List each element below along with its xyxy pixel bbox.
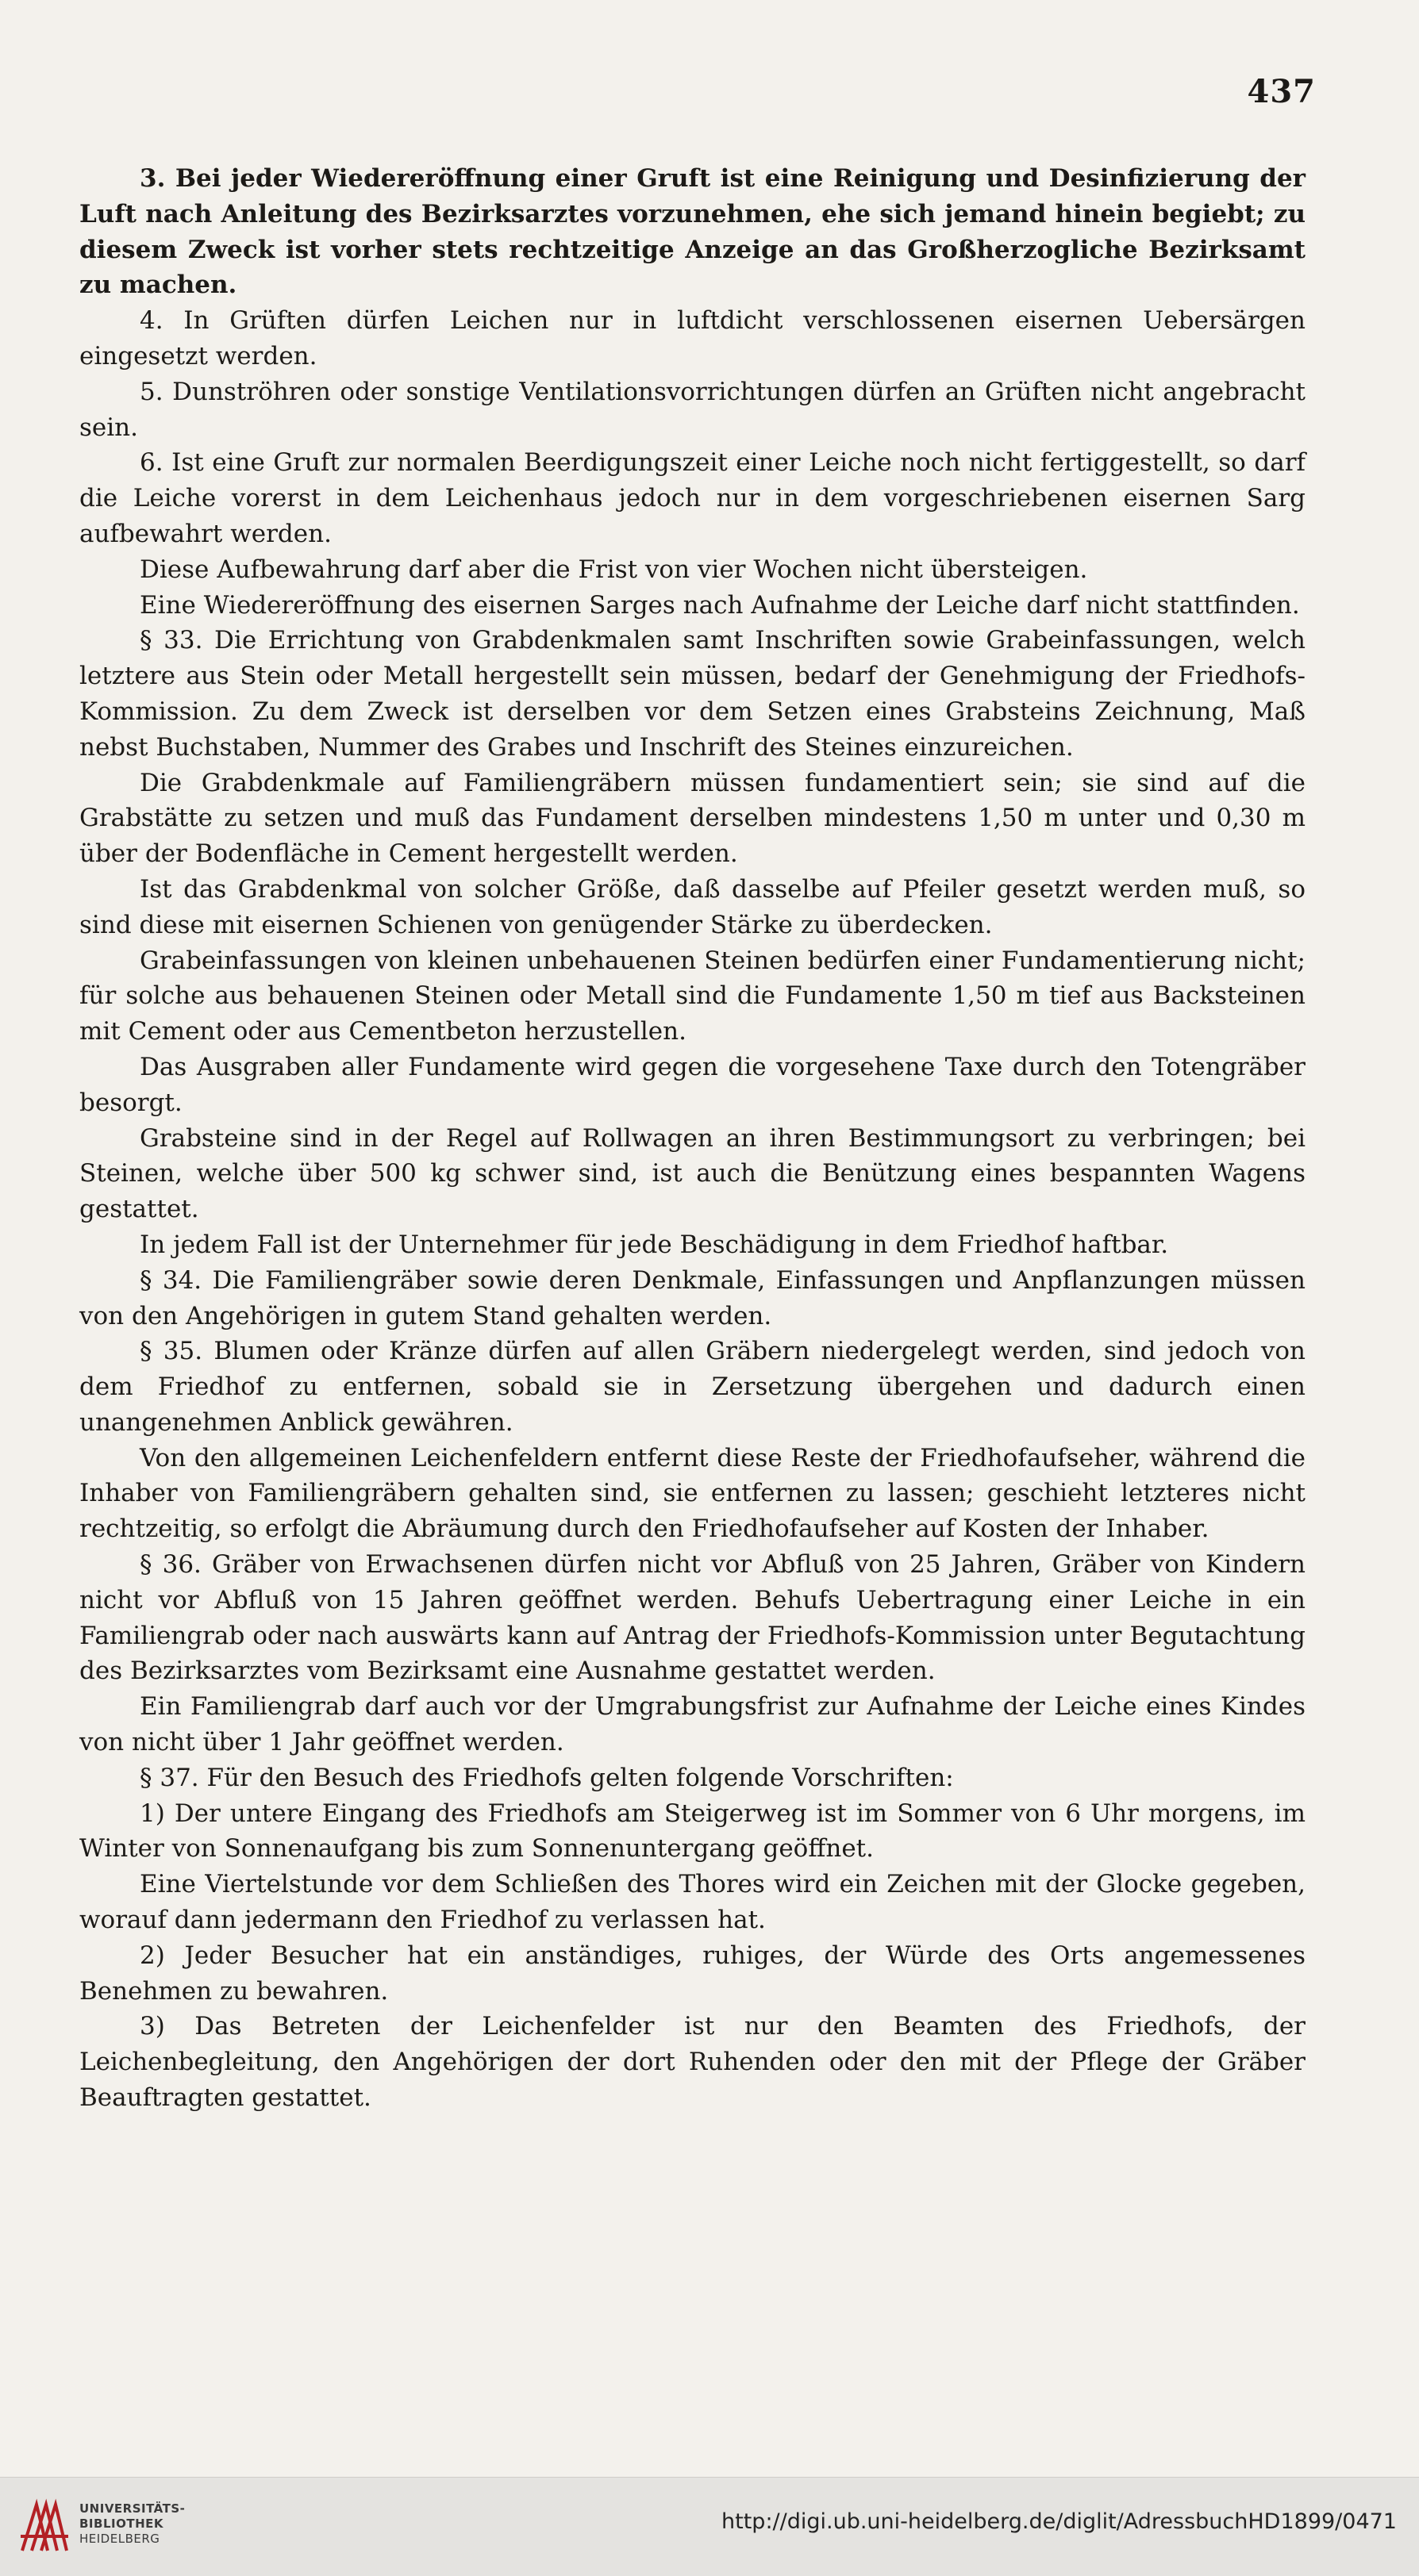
paragraph-6: Eine Wiedereröffnung des eisernen Sarges nach Aufnahme der Leiche darf nicht stattfinden.	[140, 590, 1300, 620]
paragraph-1: 3. Bei jeder Wiedereröffnung einer Gruft ist eine Reinigung und Desinfizierung der Luft nach Anleitung des Bezirksarztes vorzunehmen, ehe sich jemand hinein begiebt; zu diesem Zweck ist vorher stets rechtzeitige Anzeige an das Großherzogliche Bezirksamt zu machen.	[79, 164, 1306, 300]
paragraph-12: Grabsteine sind in der Regel auf Rollwagen an ihren Bestimmungsort zu verbringen; bei Steinen, welche über 500 kg schwer sind, ist auch die Benützung eines bespannten Wagens gestattet.	[79, 1123, 1306, 1224]
library-name	[79, 2501, 185, 2547]
paragraph-16: Von den allgemeinen Leichenfeldern entfernt diese Reste der Friedhofaufseher, während die Inhaber von Familiengräbern gehalten sind, sie entfernen zu lassen; geschieht letzteres nicht rechtzeitig, so erfolgt die Abräumung durch den Friedhofaufseher auf Kosten der Inhaber.	[79, 1443, 1306, 1544]
paragraph-19: § 37. Für den Besuch des Friedhofs gelten folgende Vorschriften:	[140, 1763, 954, 1792]
paragraph-15: § 35. Blumen oder Kränze dürfen auf allen Gräbern niedergelegt werden, sind jedoch von dem Friedhof zu entfernen, sobald sie in Zersetzung übergehen und dadurch einen unangenehmen Anblick gewähren.	[79, 1337, 1306, 1437]
paragraph-5: Diese Aufbewahrung darf aber die Frist von vier Wochen nicht übersteigen.	[140, 555, 1088, 584]
paragraph-20: 1) Der untere Eingang des Friedhofs am Steigerweg ist im Sommer von 6 Uhr morgens, im Winter von Sonnenaufgang bis zum Sonnenuntergang geöffnet.	[79, 1799, 1306, 1864]
permalink-url[interactable]: http://digi.ub.uni-heidelberg.de/diglit/AdressbuchHD1899/0471	[721, 2509, 1397, 2534]
paragraph-4: 6. Ist eine Gruft zur normalen Beerdigungszeit einer Leiche noch nicht fertiggestellt, so darf die Leiche vorerst in dem Leichenhaus jedoch nur in dem vorgeschriebenen eisernen Sarg aufbewahrt werden.	[79, 448, 1306, 548]
paragraph-9: Ist das Grabdenkmal von solcher Größe, daß dasselbe auf Pfeiler gesetzt werden muß, so sind diese mit eisernen Schienen von genügender Stärke zu überdecken.	[79, 874, 1306, 939]
page-number: 437	[1247, 73, 1316, 110]
paragraph-8: Die Grabdenkmale auf Familiengräbern müssen fundamentiert sein; sie sind auf die Grabstätte zu setzen und muß das Fundament derselben mindestens 1,50 m unter und 0,30 m über der Bodenfläche in Cement hergestellt werden.	[79, 768, 1306, 869]
paragraph-23: 3) Das Betreten der Leichenfelder ist nur den Beamten des Friedhofs, der Leichenbegleitung, den Angehörigen der dort Ruhenden oder den mit der Pflege der Gräber Beauftragten gestattet.	[79, 2012, 1306, 2113]
paragraph-17: § 36. Gräber von Erwachsenen dürfen nicht vor Abfluß von 25 Jahren, Gräber von Kindern nicht vor Abfluß von 15 Jahren geöffnet werden. Behufs Uebertragung einer Leiche in ein Familiengrab oder nach auswärts kann auf Antrag der Friedhofs-Kommission unter Begutachtung des Bezirksarztes vom Bezirksamt eine Ausnahme gestattet werden.	[79, 1550, 1306, 1686]
library-name-line-2: BIBLIOTHEK	[79, 2516, 163, 2531]
paragraph-10: Grabeinfassungen von kleinen unbehauenen Steinen bedürfen einer Fundamentierung nicht; für solche aus behauenen Steinen oder Metall sind die Fundamente 1,50 m tief aus Backsteinen mit Cement oder aus Cementbeton herzustellen.	[79, 946, 1306, 1046]
paragraph-14: § 34. Die Familiengräber sowie deren Denkmale, Einfassungen und Anpflanzungen müssen von den Angehörigen in gutem Stand gehalten werden.	[79, 1265, 1306, 1330]
paragraph-11: Das Ausgraben aller Fundamente wird gegen die vorgesehene Taxe durch den Totengräber besorgt.	[79, 1052, 1306, 1117]
paragraph-3: 5. Dunströhren oder sonstige Ventilationsvorrichtungen dürfen an Grüften nicht angebracht sein.	[79, 377, 1306, 442]
paragraph-18: Ein Familiengrab darf auch vor der Umgrabungsfrist zur Aufnahme der Leiche eines Kindes von nicht über 1 Jahr geöffnet werden.	[79, 1692, 1306, 1757]
paragraph-13: In jedem Fall ist der Unternehmer für jede Beschädigung in dem Friedhof haftbar.	[140, 1230, 1169, 1259]
paragraph-22: 2) Jeder Besucher hat ein anständiges, ruhiges, der Würde des Orts angemessenes Benehmen zu bewahren.	[79, 1941, 1306, 2006]
viewer-footer-bar	[0, 2477, 1419, 2576]
paragraph-7: § 33. Die Errichtung von Grabdenkmalen samt Inschriften sowie Grabeinfassungen, welch letztere aus Stein oder Metall hergestellt sein müssen, bedarf der Genehmigung der Friedhofs-Kommission. Zu dem Zweck ist derselben vor dem Setzen eines Grabsteins Zeichnung, Maß nebst Buchstaben, Nummer des Grabes und Inschrift des Steines einzureichen.	[79, 626, 1306, 762]
paragraph-21: Eine Viertelstunde vor dem Schließen des Thores wird ein Zeichen mit der Glocke gegeben, worauf dann jedermann den Friedhof zu verlassen hat.	[79, 1870, 1306, 1935]
paragraph-2: 4. In Grüften dürfen Leichen nur in luftdicht verschlossenen eisernen Uebersärgen eingesetzt werden.	[79, 306, 1306, 370]
university-library-logo-icon[interactable]	[16, 2489, 73, 2565]
page-body-text	[79, 161, 1306, 2116]
library-name-line-1: UNIVERSITÄTS-	[79, 2501, 186, 2516]
library-name-line-3: HEIDELBERG	[79, 2532, 160, 2546]
